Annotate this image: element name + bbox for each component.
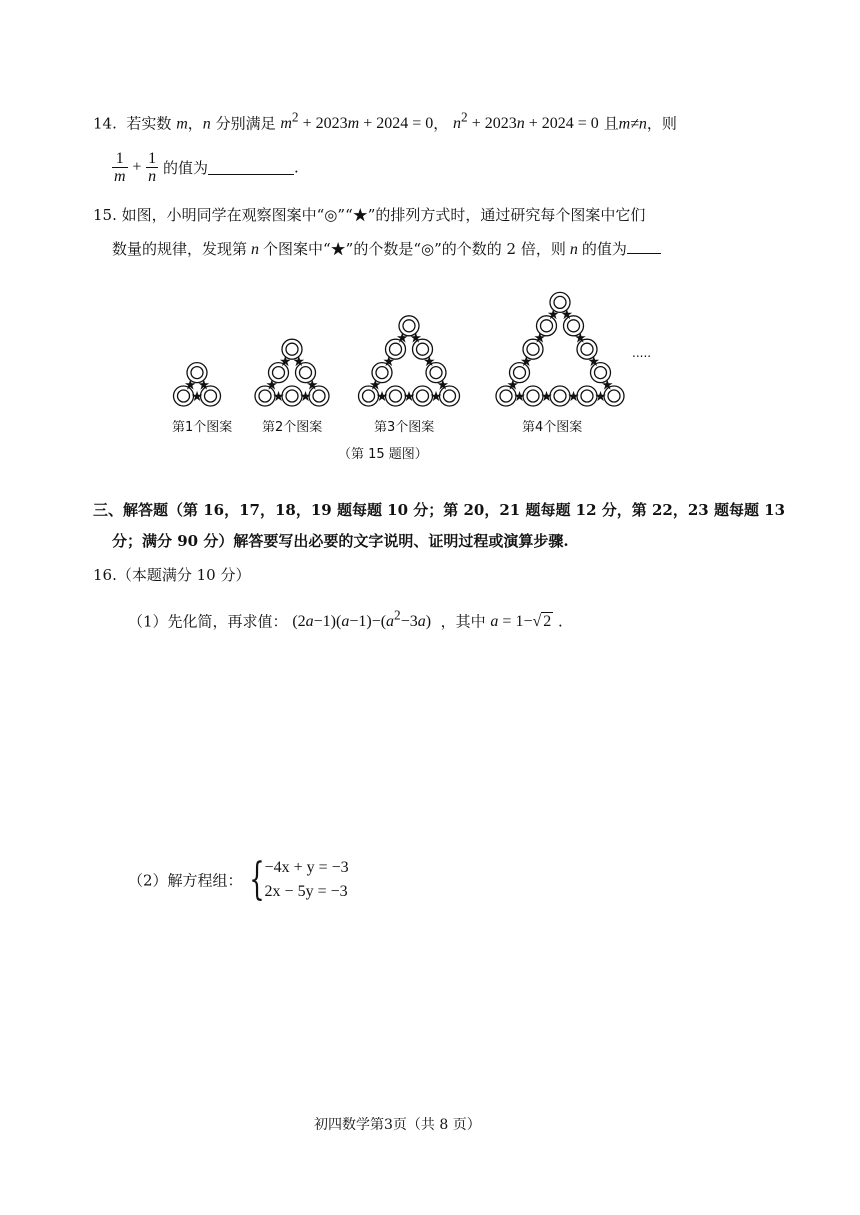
system-eq1: −4x + y = −3 — [264, 859, 349, 876]
question-16-part1: （1）先化简，再求值： $(2a-1)(a-1)-(a^2-3a)$ ，其中 a = 1−√ 2 . — [128, 608, 563, 631]
star-icon: ★ — [382, 353, 396, 370]
star-icon: ★ — [183, 377, 197, 394]
star-icon: ★ — [272, 389, 285, 405]
figure-label-4: 第4个图案 — [522, 420, 583, 435]
star-icon: ★ — [402, 389, 416, 405]
star-icon: ★ — [305, 377, 319, 394]
page-footer: 初四数学第3页（共 8 页） — [314, 1117, 481, 1133]
expression-part1: $(2a-1)(a-1)-(a^2-3a)$ — [292, 608, 432, 631]
star-icon: ★ — [422, 353, 436, 370]
star-icon: ★ — [278, 353, 292, 370]
star-icon: ★ — [540, 389, 553, 405]
question-15-line1: 15. 如图，小明同学在观察图案中“◎”“★”的排列方式时，通过研究每个图案中它们 — [93, 206, 646, 224]
star-icon: ★ — [587, 353, 601, 370]
left-brace-icon: { — [248, 854, 265, 905]
fraction-1-over-m: $\frac{1}{m}$ — [114, 150, 126, 185]
star-icon: ★ — [375, 389, 389, 405]
figure-15-patterns — [0, 0, 860, 470]
figure-label-1: 第1个图案 — [172, 420, 233, 435]
section-3-header-line1: 三、解答题（第 16，17，18，19 题每题 10 分；第 20，21 题每题 12 分，第 22，23 题每题 13 — [93, 501, 786, 519]
star-icon: ★ — [292, 353, 306, 370]
section-3-header-line2: 分；满分 90 分）解答要写出必要的文字说明、证明过程或演算步骤. — [112, 532, 569, 550]
equation-system — [243, 856, 349, 904]
star-icon: ★ — [513, 389, 526, 405]
star-icon: ★ — [265, 377, 279, 394]
star-icon: ★ — [395, 330, 409, 347]
star-icon: ★ — [299, 389, 312, 405]
star-icon: ★ — [567, 389, 580, 405]
figure-ellipsis: ..... — [632, 346, 652, 360]
equation-n: $n^2 + 2023n + 2024 = 0$ — [453, 110, 599, 133]
star-icon: ★ — [519, 353, 533, 370]
star-icon: ★ — [409, 330, 423, 347]
star-icon: ★ — [429, 389, 443, 405]
question-16-heading: 16.（本题满分 10 分） — [93, 566, 251, 584]
sqrt-two: √ 2 — [532, 613, 552, 631]
star-icon: ★ — [506, 377, 520, 394]
question-14-line1: 14. 若实数 m，n 分别满足 $m^2 + 2023m + 2024 = 0$， $n^2 + 2023n + 2024 = 0$ 且m≠n，则 — [93, 110, 677, 133]
star-icon: ★ — [600, 377, 614, 394]
question-16-part2: （2）解方程组： { −4x + y = −3 2x − 5y = −3 — [128, 854, 349, 905]
star-icon: ★ — [197, 377, 211, 394]
figure-caption: （第 15 题图） — [338, 447, 428, 462]
star-icon: ★ — [573, 330, 587, 347]
question-14-line2: $\frac{1}{m}$ + $\frac{1}{n}$ 的值为 . — [114, 150, 299, 185]
star-icon: ★ — [594, 389, 607, 405]
star-icon: ★ — [190, 389, 204, 405]
star-icon: ★ — [533, 330, 547, 347]
figure-label-3: 第3个图案 — [374, 420, 435, 435]
star-icon: ★ — [546, 307, 560, 324]
equation-m: $m^2 + 2023m + 2024 = 0$ — [280, 110, 434, 133]
system-eq2: 2x − 5y = −3 — [264, 883, 348, 900]
star-icon: ★ — [436, 377, 450, 394]
fraction-1-over-n: $\frac{1}{n}$ — [148, 150, 157, 185]
star-icon: ★ — [368, 377, 382, 394]
star-icon: ★ — [560, 307, 574, 324]
question-15-line2: 数量的规律，发现第 n 个图案中“★”的个数是“◎”的个数的 2 倍，则 n 的值为 — [112, 238, 661, 259]
figure-label-2: 第2个图案 — [262, 420, 323, 435]
